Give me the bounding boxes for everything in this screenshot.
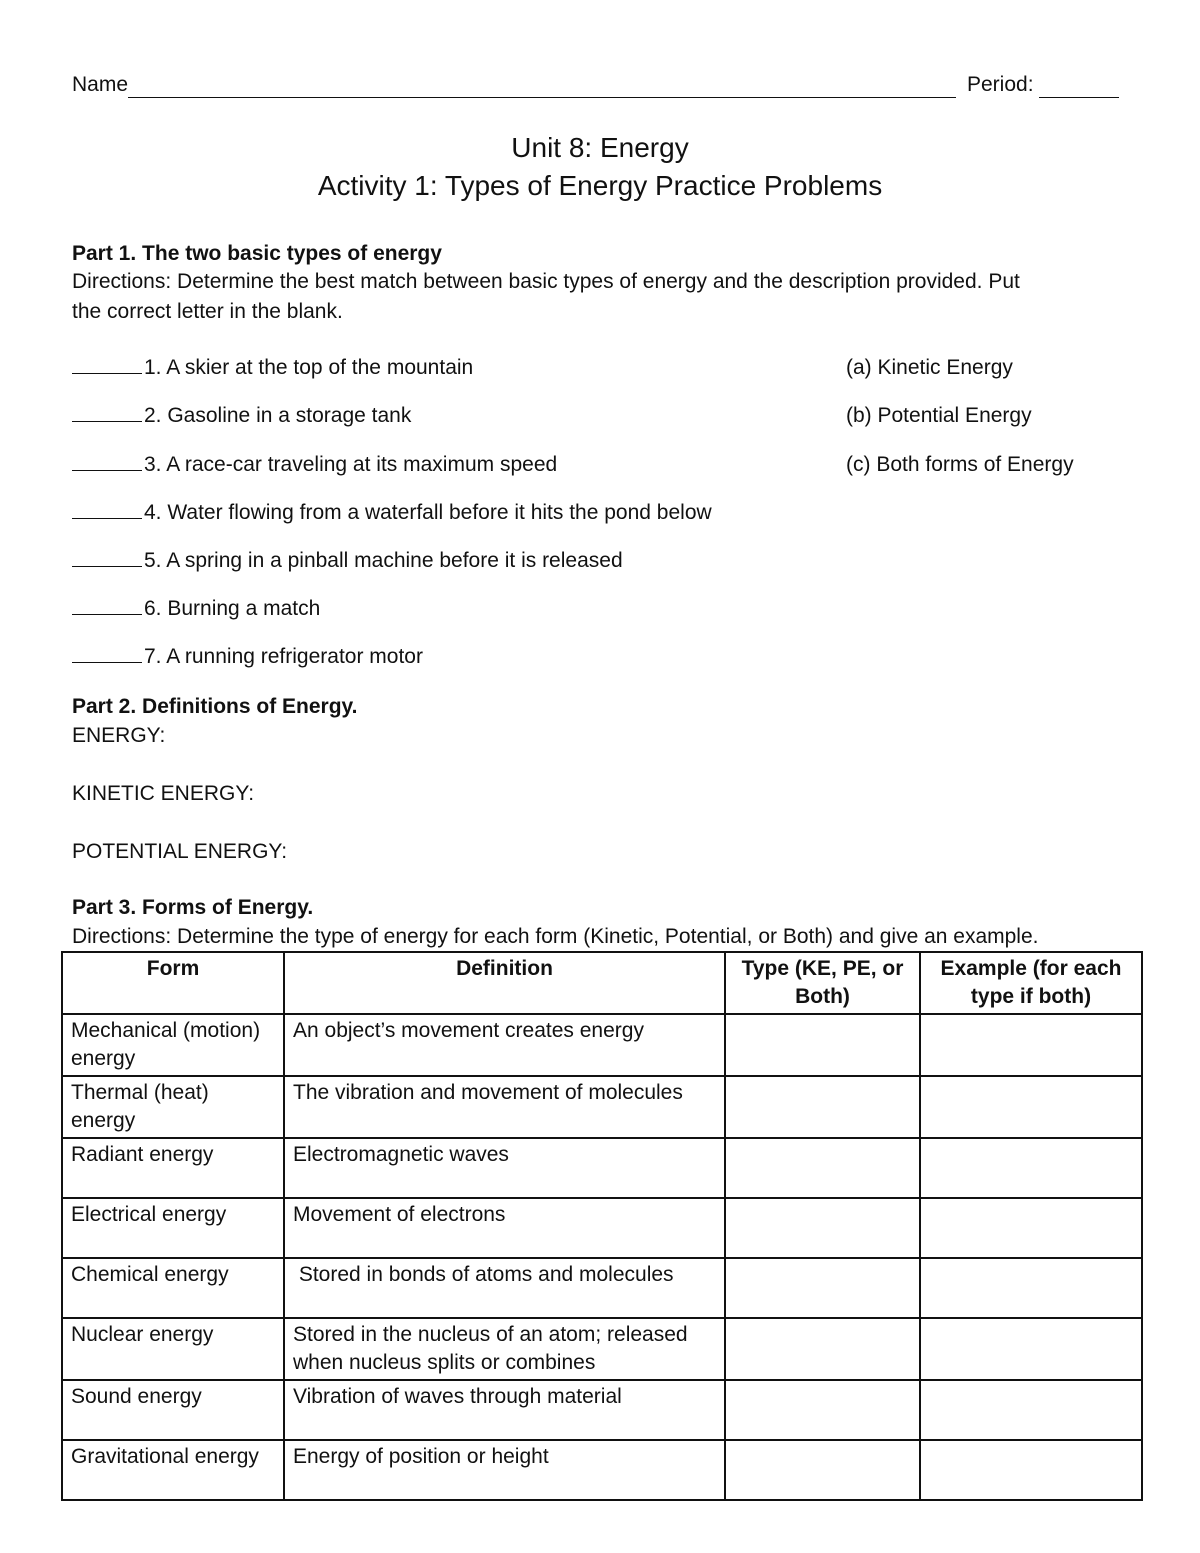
part1-directions-line2: the correct letter in the blank.: [72, 300, 343, 323]
form-cell: Electrical energy: [62, 1198, 284, 1258]
table-row: [62, 1198, 1142, 1258]
answer-blank[interactable]: [72, 373, 142, 374]
form-cell: Gravitational energy: [62, 1440, 284, 1500]
example-answer-cell[interactable]: [920, 1076, 1142, 1138]
part3-heading: Part 3. Forms of Energy.: [72, 896, 314, 919]
definition-cell: The vibration and movement of molecules: [284, 1076, 725, 1138]
column-header-form: Form: [62, 952, 284, 1014]
example-answer-cell[interactable]: [920, 1014, 1142, 1076]
type-answer-cell[interactable]: [725, 1318, 920, 1380]
question-5: 5. A spring in a pinball machine before it is released: [72, 549, 623, 573]
answer-blank[interactable]: [72, 566, 142, 567]
example-answer-cell[interactable]: [920, 1380, 1142, 1440]
column-header-definition: Definition: [284, 952, 725, 1014]
part1-directions-line1: Directions: Determine the best match between basic types of energy and the description provided. Put: [72, 270, 1020, 293]
term-potential-energy: POTENTIAL ENERGY:: [72, 840, 288, 863]
answer-blank[interactable]: [72, 470, 142, 471]
form-cell: Thermal (heat) energy: [62, 1076, 284, 1138]
table-row: [62, 1318, 1142, 1380]
answer-blank[interactable]: [72, 518, 142, 519]
column-header-example: Example (for each type if both): [920, 952, 1142, 1014]
definition-cell: Stored in the nucleus of an atom; released when nucleus splits or combines: [284, 1318, 725, 1380]
type-answer-cell[interactable]: [725, 1380, 920, 1440]
question-4: 4. Water flowing from a waterfall before it hits the pond below: [72, 501, 712, 525]
name-field[interactable]: [72, 73, 956, 98]
example-answer-cell[interactable]: [920, 1138, 1142, 1198]
form-cell: Radiant energy: [62, 1138, 284, 1198]
question-7: 7. A running refrigerator motor: [72, 645, 423, 669]
period-blank[interactable]: [1039, 73, 1119, 98]
table-row: [62, 1076, 1142, 1138]
table-row: [62, 1014, 1142, 1076]
option-c: (c) Both forms of Energy: [846, 453, 1074, 476]
name-label: Name: [72, 73, 129, 96]
definition-cell: Stored in bonds of atoms and molecules: [284, 1258, 725, 1318]
column-header-type: Type (KE, PE, or Both): [725, 952, 920, 1014]
definition-cell: Vibration of waves through material: [284, 1380, 725, 1440]
table-header-row: [62, 952, 1142, 1014]
question-6: 6. Burning a match: [72, 597, 320, 621]
question-1: 1. A skier at the top of the mountain: [72, 356, 473, 380]
forms-of-energy-table: [61, 951, 1143, 1501]
type-answer-cell[interactable]: [725, 1076, 920, 1138]
part1-heading: Part 1. The two basic types of energy: [72, 242, 442, 265]
part2-heading: Part 2. Definitions of Energy.: [72, 695, 358, 718]
part3-directions: Directions: Determine the type of energy for each form (Kinetic, Potential, or Both) and give an example.: [72, 925, 1039, 948]
example-answer-cell[interactable]: [920, 1440, 1142, 1500]
example-answer-cell[interactable]: [920, 1318, 1142, 1380]
question-3: 3. A race-car traveling at its maximum speed: [72, 453, 557, 477]
definition-cell: An object’s movement creates energy: [284, 1014, 725, 1076]
name-blank[interactable]: [128, 73, 956, 98]
example-answer-cell[interactable]: [920, 1198, 1142, 1258]
table-row: [62, 1440, 1142, 1500]
answer-blank[interactable]: [72, 614, 142, 615]
unit-title: Unit 8: Energy: [511, 132, 689, 163]
form-cell: Mechanical (motion) energy: [62, 1014, 284, 1076]
activity-title: Activity 1: Types of Energy Practice Problems: [317, 170, 883, 201]
period-field[interactable]: [967, 73, 1119, 98]
form-cell: Sound energy: [62, 1380, 284, 1440]
answer-blank[interactable]: [72, 421, 142, 422]
type-answer-cell[interactable]: [725, 1138, 920, 1198]
period-label: Period:: [967, 73, 1034, 96]
term-kinetic-energy: KINETIC ENERGY:: [72, 782, 255, 805]
table-row: [62, 1380, 1142, 1440]
option-a: (a) Kinetic Energy: [846, 356, 1013, 379]
definition-cell: Movement of electrons: [284, 1198, 725, 1258]
type-answer-cell[interactable]: [725, 1258, 920, 1318]
type-answer-cell[interactable]: [725, 1198, 920, 1258]
term-energy: ENERGY:: [72, 724, 166, 747]
table-row: [62, 1258, 1142, 1318]
question-2: 2. Gasoline in a storage tank: [72, 404, 411, 428]
form-cell: Nuclear energy: [62, 1318, 284, 1380]
definition-cell: Energy of position or height: [284, 1440, 725, 1500]
type-answer-cell[interactable]: [725, 1014, 920, 1076]
form-cell: Chemical energy: [62, 1258, 284, 1318]
answer-blank[interactable]: [72, 662, 142, 663]
option-b: (b) Potential Energy: [846, 404, 1032, 427]
example-answer-cell[interactable]: [920, 1258, 1142, 1318]
table-row: [62, 1138, 1142, 1198]
type-answer-cell[interactable]: [725, 1440, 920, 1500]
definition-cell: Electromagnetic waves: [284, 1138, 725, 1198]
